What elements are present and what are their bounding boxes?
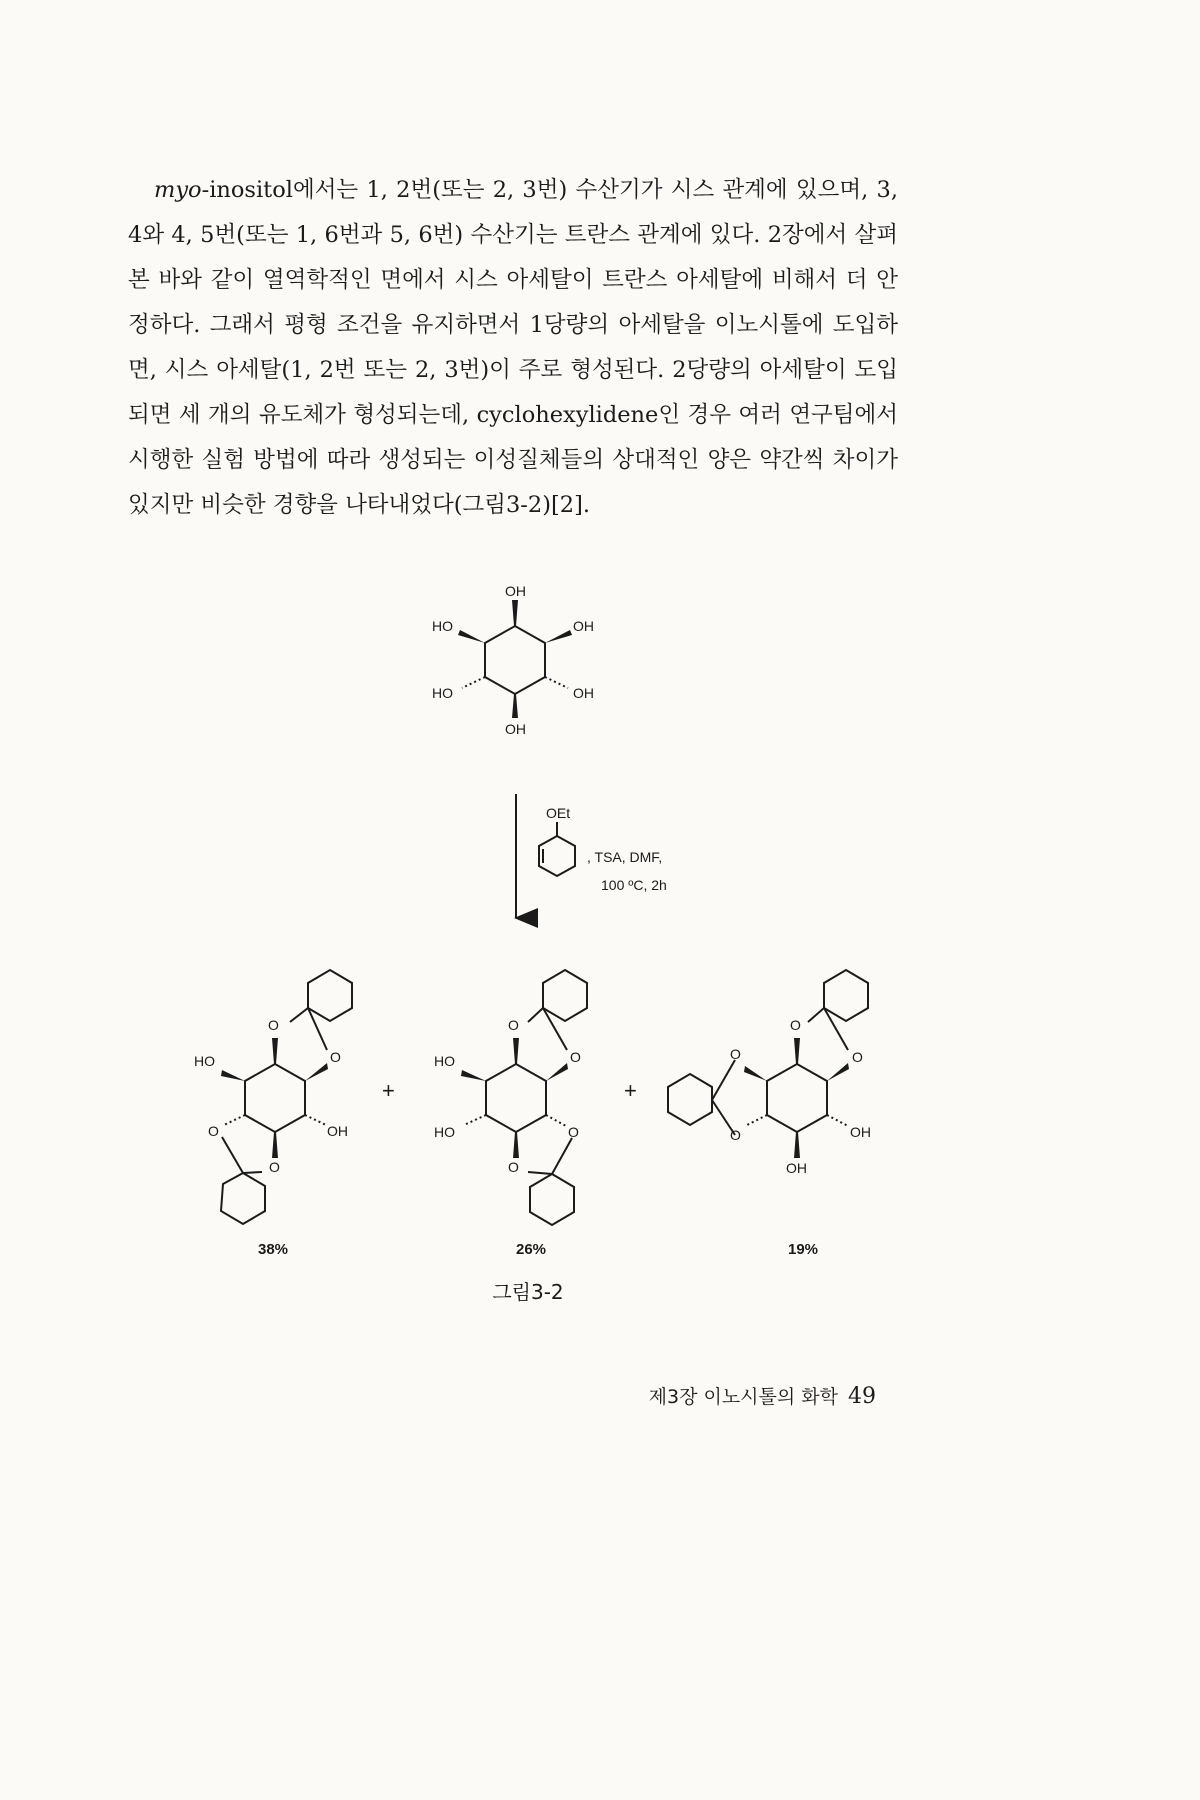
- product-3-oh-right: OH: [850, 1124, 871, 1140]
- product-2-o-bottom: O: [508, 1159, 519, 1175]
- page-footer: [649, 1382, 876, 1409]
- reactant-oh-bottom: OH: [505, 721, 526, 737]
- product-2-ho-upper-left: HO: [434, 1053, 455, 1069]
- reagent-conditions-line1: , TSA, DMF,: [587, 849, 663, 865]
- paragraph-body: -inositol에서는 1, 2번(또는 2, 3번) 수산기가 시스 관계에 있으며, 3, 4와 4, 5번(또는 1, 6번과 5, 6번) 수산기는 트란스 관계에 있다. 2장에서 살펴본 바와 같이 열역학적인 면에서 시스 아세탈이 트란스 아세탈에 비해서 더 안정하다. 그래서 평형 조건을 유지하면서 1당량의 아세탈을 이노시톨에 도입하면, 시스 아세탈(1, 2번 또는 2, 3번)이 주로 형성된다. 2당량의 아세탈이 도입되면 세 개의 유도체가 형성되는데, cyclohexylidene인 경우 여러 연구팀에서 시행한 실험 방법에 따라 생성되는 이성질체들의 상대적인 양은 약간씩 차이가 있지만 비슷한 경향을 나타내었다(그림3-2)[2].: [128, 177, 898, 518]
- product-1-o-right: O: [330, 1049, 341, 1065]
- reactant-structure: [458, 600, 572, 718]
- product-3-o-lower-left: O: [730, 1127, 741, 1143]
- reaction-scheme: [0, 560, 1056, 1320]
- reactant-ho-upper-left: HO: [432, 618, 453, 634]
- product-1-structure: [221, 970, 352, 1224]
- reactant-ho-lower-left: HO: [432, 685, 453, 701]
- page-number: 49: [848, 1384, 876, 1409]
- product-2-ho-lower-left: HO: [434, 1124, 455, 1140]
- product-1-yield: 38%: [258, 1241, 289, 1258]
- product-2-yield: 26%: [516, 1241, 547, 1258]
- product-3-oh-bottom: OH: [786, 1160, 807, 1176]
- product-3-structure: [668, 970, 868, 1158]
- reaction-scheme-svg: [0, 560, 1056, 1320]
- chapter-title: 제3장 이노시톨의 화학: [648, 1386, 838, 1408]
- product-1-o-top: O: [268, 1017, 279, 1033]
- product-2-o-right: O: [570, 1049, 581, 1065]
- paragraph-text: [128, 168, 898, 528]
- product-1-oh-right: OH: [327, 1123, 348, 1139]
- product-2-structure: [461, 970, 587, 1225]
- reactant-oh-upper-right: OH: [573, 618, 594, 634]
- product-3-o-upper-left: O: [730, 1046, 741, 1062]
- product-2-o-top: O: [508, 1017, 519, 1033]
- reagent-oet-label: OEt: [546, 805, 571, 821]
- product-3-yield: 19%: [788, 1241, 819, 1258]
- italic-term: myo: [154, 177, 202, 203]
- product-3-o-right: O: [852, 1049, 863, 1065]
- reactant-oh-lower-right: OH: [573, 685, 594, 701]
- body-paragraph: [128, 168, 898, 528]
- figure-caption: 그림3-2: [492, 1280, 564, 1304]
- reactant-oh-top: OH: [505, 583, 526, 599]
- reagent-structure: [539, 822, 575, 876]
- plus-sign-2: +: [624, 1078, 637, 1103]
- reagent-conditions-line2: 100 ºC, 2h: [601, 877, 667, 893]
- plus-sign-1: +: [382, 1078, 395, 1103]
- product-1-ho-left: HO: [194, 1053, 215, 1069]
- product-1-o-bottom: O: [269, 1159, 280, 1175]
- product-1-o-lower-left: O: [208, 1123, 219, 1139]
- product-2-o-lower-right: O: [568, 1124, 579, 1140]
- product-3-o-top: O: [790, 1017, 801, 1033]
